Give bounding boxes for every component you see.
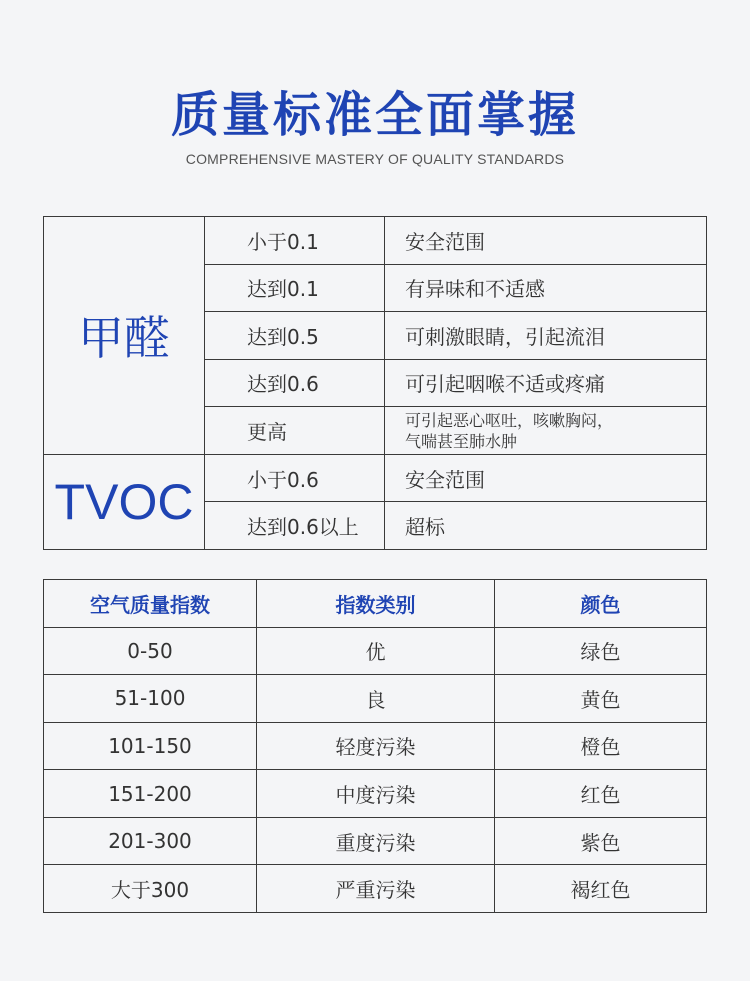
level-cell: 达到0.5 (205, 312, 385, 360)
table-row (44, 722, 707, 770)
aqi-category-cell: 轻度污染 (257, 722, 495, 770)
table-header-row (44, 580, 707, 628)
effect-cell: 安全范围 (385, 217, 707, 265)
aqi-color-cell: 红色 (495, 770, 707, 818)
effect-line: 可引起恶心呕吐，咳嗽胸闷， (405, 410, 614, 430)
pollutant-standards-table (43, 216, 707, 550)
level-cell: 达到0.6 (205, 359, 385, 407)
aqi-color-cell: 橙色 (495, 722, 707, 770)
effect-cell: 有异味和不适感 (385, 264, 707, 312)
effect-cell: 安全范围 (385, 454, 707, 502)
table-row (44, 770, 707, 818)
aqi-category-cell: 优 (257, 627, 495, 675)
table-row (44, 675, 707, 723)
table-row (44, 865, 707, 913)
table-row (44, 627, 707, 675)
aqi-color-cell: 绿色 (495, 627, 707, 675)
aqi-table (43, 579, 707, 913)
page-subtitle: COMPREHENSIVE MASTERY OF QUALITY STANDARDS (185, 151, 565, 167)
pollutant-name-tvoc: TVOC (44, 454, 205, 549)
table-row (44, 817, 707, 865)
aqi-category-cell: 良 (257, 675, 495, 723)
aqi-range-cell: 51-100 (44, 675, 257, 723)
effect-cell (385, 407, 707, 455)
column-header-aqi: 空气质量指数 (44, 580, 257, 628)
aqi-category-cell: 严重污染 (257, 865, 495, 913)
aqi-color-cell: 紫色 (495, 817, 707, 865)
aqi-range-cell: 大于300 (44, 865, 257, 913)
table-row (44, 454, 707, 502)
aqi-color-cell: 褐红色 (495, 865, 707, 913)
page-title: 质量标准全面掌握 (170, 87, 579, 143)
level-cell: 达到0.6以上 (205, 502, 385, 550)
aqi-range-cell: 101-150 (44, 722, 257, 770)
aqi-color-cell: 黄色 (495, 675, 707, 723)
aqi-category-cell: 中度污染 (257, 770, 495, 818)
level-cell: 小于0.1 (205, 217, 385, 265)
effect-cell: 可刺激眼睛，引起流泪 (385, 312, 707, 360)
aqi-range-cell: 201-300 (44, 817, 257, 865)
pollutant-name-formaldehyde: 甲醛 (44, 217, 205, 455)
aqi-range-cell: 0-50 (44, 627, 257, 675)
level-cell: 小于0.6 (205, 454, 385, 502)
effect-cell: 可引起咽喉不适或疼痛 (385, 359, 707, 407)
effect-line: 气喘甚至肺水肿 (405, 431, 518, 451)
aqi-range-cell: 151-200 (44, 770, 257, 818)
effect-cell: 超标 (385, 502, 707, 550)
level-cell: 更高 (205, 407, 385, 455)
column-header-category: 指数类别 (257, 580, 495, 628)
column-header-color: 颜色 (495, 580, 707, 628)
table-row (44, 217, 707, 265)
level-cell: 达到0.1 (205, 264, 385, 312)
aqi-category-cell: 重度污染 (257, 817, 495, 865)
